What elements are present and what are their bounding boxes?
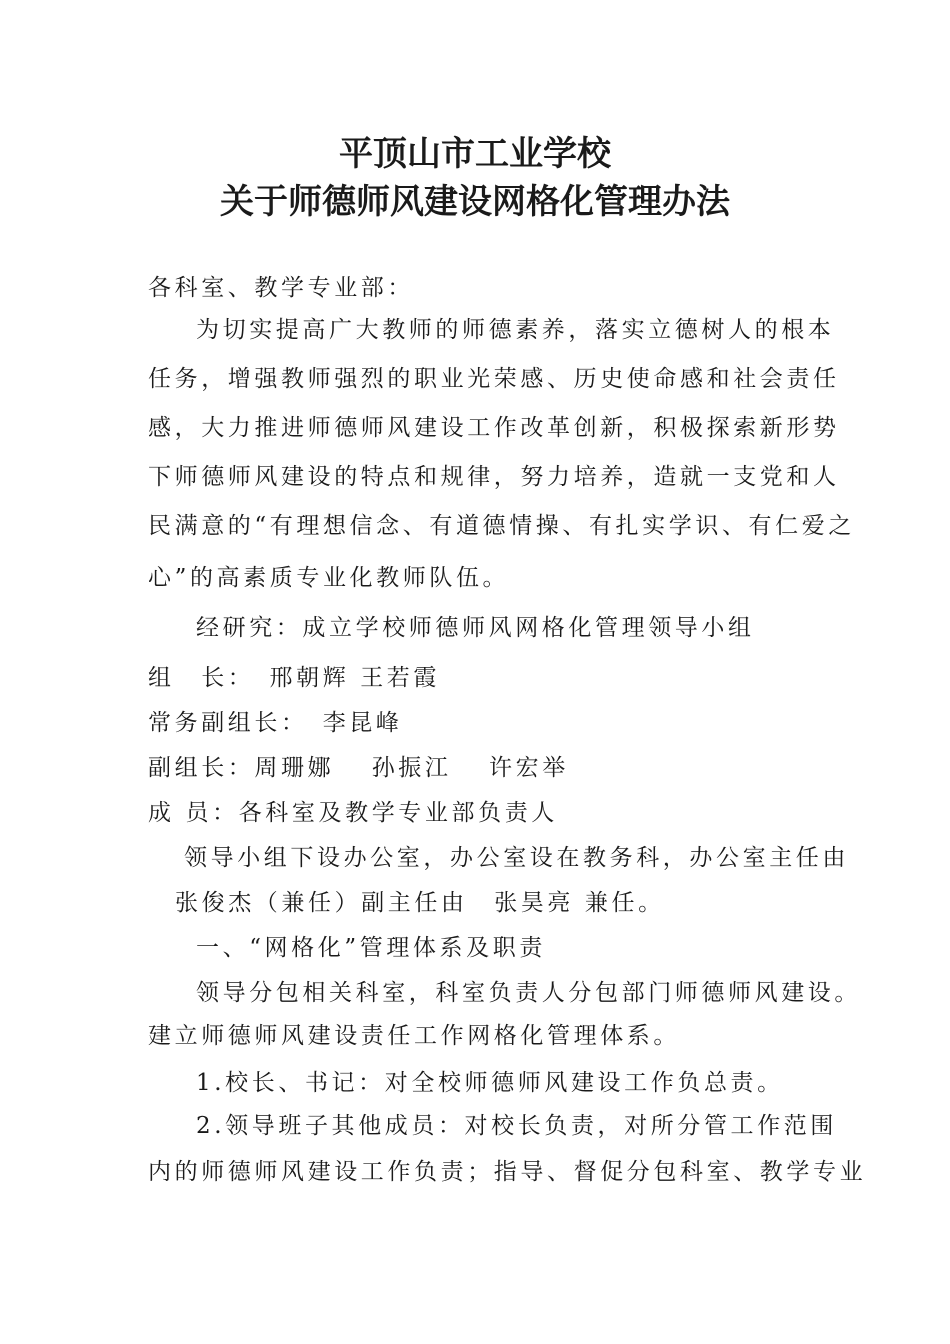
- list-item: 1.校长、书记：对全校师德师风建设工作负总责。: [196, 1070, 784, 1096]
- paragraph-line: 领导分包相关科室，科室负责人分包部门师德师风建设。: [196, 980, 861, 1006]
- document-title-line-1: 平顶山市工业学校: [339, 134, 611, 174]
- paragraph-line: 下师德师风建设的特点和规律，努力培养，造就一支党和人: [148, 464, 840, 490]
- paragraph-line: 经研究：成立学校师德师风网格化管理领导小组: [196, 615, 755, 641]
- paragraph-line: 感，大力推进师德师风建设工作改革创新，积极探索新形势: [148, 415, 840, 441]
- deputy-leader-line: 副组长：周珊娜 孙振江 许宏举: [148, 755, 569, 781]
- section-heading: 一、“网格化”管理体系及职责: [196, 935, 546, 961]
- paragraph-line: 建立师德师风建设责任工作网格化管理体系。: [148, 1023, 680, 1049]
- list-item: 2.领导班子其他成员：对校长负责，对所分管工作范围: [196, 1113, 837, 1139]
- group-leader-line: 组 长： 邢朝辉 王若霞: [148, 665, 441, 691]
- document-title-line-2: 关于师德师风建设网格化管理办法: [220, 182, 730, 222]
- paragraph-line: 心”的高素质专业化教师队伍。: [148, 565, 510, 591]
- paragraph-line: 张俊杰（兼任）副主任由 张昊亮 兼任。: [175, 890, 665, 916]
- salutation: 各科室、教学专业部：: [148, 275, 414, 301]
- members-line: 成 员：各科室及教学专业部负责人: [148, 800, 558, 826]
- executive-deputy-leader-line: 常务副组长： 李昆峰: [148, 710, 403, 736]
- paragraph-line: 任务，增强教师强烈的职业光荣感、历史使命感和社会责任: [148, 366, 840, 392]
- paragraph-line: 民满意的“有理想信念、有道德情操、有扎实学识、有仁爱之: [148, 513, 855, 539]
- paragraph-line: 内的师德师风建设工作负责；指导、督促分包科室、教学专业: [148, 1159, 867, 1185]
- paragraph-line: 领导小组下设办公室，办公室设在教务科，办公室主任由: [184, 845, 849, 871]
- paragraph-line: 为切实提高广大教师的师德素养，落实立德树人的根本: [196, 317, 835, 343]
